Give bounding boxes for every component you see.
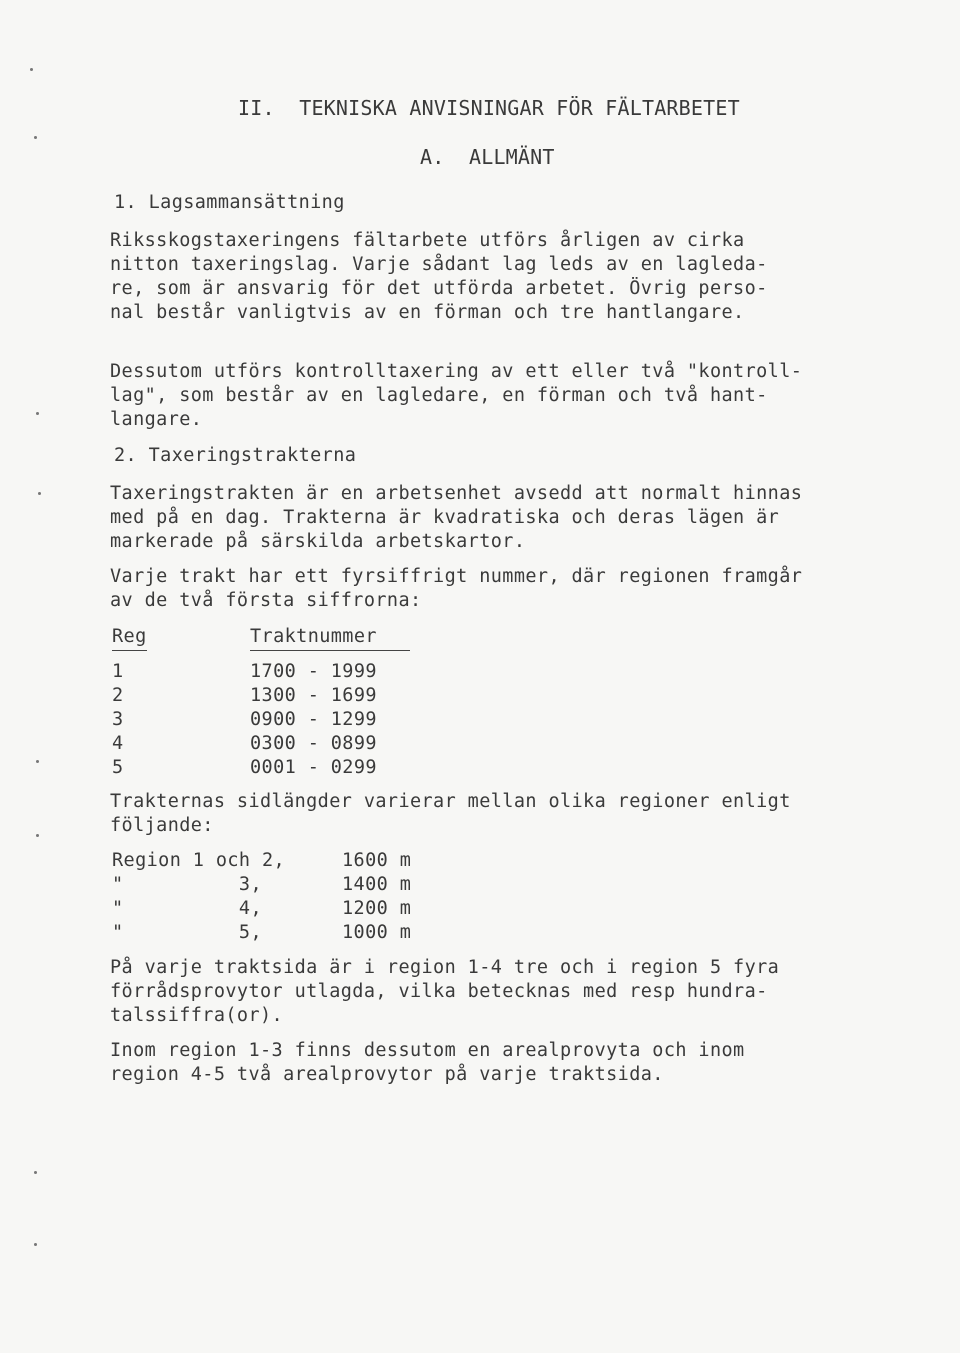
text-line: Trakternas sidlängder varierar mellan olika regioner enligt (110, 791, 791, 812)
text-line: talssiffra(or). (110, 1005, 284, 1026)
text-line: lag", som består av en lagledare, en förman och två hant- (110, 385, 768, 406)
text-line: region 4-5 två arealprovytor på varje traktsida. (110, 1064, 664, 1085)
text-line: Varje trakt har ett fyrsiffrigt nummer, där regionen framgår (110, 566, 803, 587)
table-cell-region: " 3, (112, 874, 262, 895)
scan-speck (38, 492, 41, 495)
table-cell-range: 1300 - 1699 (250, 685, 377, 706)
table-cell-region: Region 1 och 2, (112, 850, 286, 871)
text-line: På varje traktsida är i region 1-4 tre och i region 5 fyra (110, 957, 780, 978)
scan-speck (30, 68, 33, 71)
heading-taxeringstrakterna: 2. Taxeringstrakterna (114, 445, 357, 466)
table-cell-range: 0900 - 1299 (250, 709, 377, 730)
table-cell-length: 1600 m (342, 850, 412, 871)
table-cell-region: " 5, (112, 922, 262, 943)
text-line: nitton taxeringslag. Varje sådant lag leds av en lagleda- (110, 254, 768, 275)
chapter-title: II. TEKNISKA ANVISNINGAR FÖR FÄLTARBETET (238, 96, 740, 120)
table-cell-length: 1200 m (342, 898, 412, 919)
table-cell-range: 0300 - 0899 (250, 733, 377, 754)
text-line: nal består vanligtvis av en förman och tre hantlangare. (110, 302, 745, 323)
scan-speck (36, 834, 39, 837)
text-line: re, som är ansvarig för det utförda arbetet. Övrig perso- (110, 278, 768, 299)
text-line: markerade på särskilda arbetskartor. (110, 531, 526, 552)
scan-speck (34, 136, 37, 139)
table-cell-region: 5 (112, 757, 124, 778)
table-cell-range: 0001 - 0299 (250, 757, 377, 778)
table-cell-region: 2 (112, 685, 124, 706)
scan-speck (36, 412, 39, 415)
table-cell-range: 1700 - 1999 (250, 661, 377, 682)
column-header-reg: Reg (112, 625, 147, 651)
table-cell-region: 4 (112, 733, 124, 754)
column-header-traktnummer: Traktnummer (250, 625, 410, 651)
text-line: Inom region 1-3 finns dessutom en arealprovyta och inom (110, 1040, 745, 1061)
text-line: Taxeringstrakten är en arbetsenhet avsedd att normalt hinnas (110, 483, 803, 504)
text-line: Dessutom utförs kontrolltaxering av ett eller två "kontroll- (110, 361, 803, 382)
text-line: följande: (110, 815, 214, 836)
table-cell-region: 3 (112, 709, 124, 730)
text-line: förrådsprovytor utlagda, vilka betecknas med resp hundra- (110, 981, 768, 1002)
text-line: av de två första siffrorna: (110, 590, 422, 611)
text-line: med på en dag. Trakterna är kvadratiska och deras lägen är (110, 507, 780, 528)
text-line: langare. (110, 409, 203, 430)
table-cell-length: 1000 m (342, 922, 412, 943)
table-cell-length: 1400 m (342, 874, 412, 895)
heading-lagsammansattning: 1. Lagsammansättning (114, 192, 345, 213)
scan-speck (34, 1171, 37, 1174)
table-cell-region: " 4, (112, 898, 262, 919)
scan-speck (34, 1243, 37, 1246)
table-cell-region: 1 (112, 661, 124, 682)
text-line: Riksskogstaxeringens fältarbete utförs årligen av cirka (110, 230, 745, 251)
scan-speck (36, 760, 39, 763)
section-title: A. ALLMÄNT (420, 145, 555, 169)
